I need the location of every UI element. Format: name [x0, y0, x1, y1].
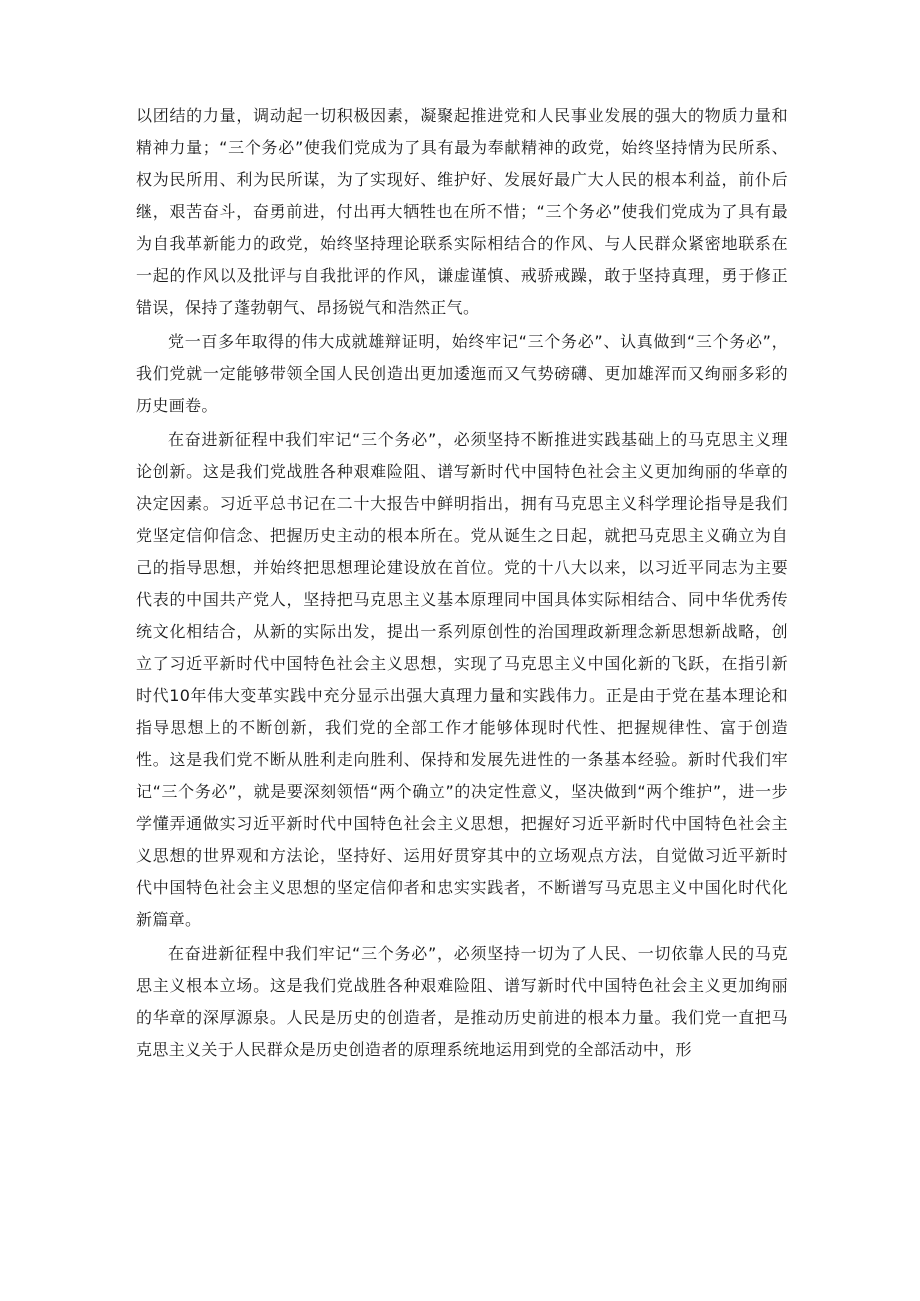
paragraph-1: 以团结的力量，调动起一切积极因素，凝聚起推进党和人民事业发展的强大的物质力量和精神力量；“三个务必”使我们党成为了具有最为奉献精神的政党，始终坚持情为民所系、权为民所用、利为民所谋，为了实现好、维护好、发展好最广大人民的根本利益，前仆后继，艰苦奋斗，奋勇前进，付出再大牺牲也在所不惜；“三个务必”使我们党成为了具有最为自我革新能力的政党，始终坚持理论联系实际相结合的作风、与人民群众紧密地联系在一起的作风以及批评与自我批评的作风，谦虚谨慎、戒骄戒躁，敢于坚持真理，勇于修正错误，保持了蓬勃朝气、昂扬锐气和浩然正气。	[136, 106, 788, 317]
document-body	[136, 100, 788, 1066]
paragraph-2: 党一百多年取得的伟大成就雄辩证明，始终牢记“三个务必”、认真做到“三个务必”，我们党就一定能够带领全国人民创造出更加逶迤而又气势磅礴、更加雄浑而又绚丽多彩的历史画卷。	[136, 332, 788, 415]
paragraph-4: 在奋进新征程中我们牢记“三个务必”，必须坚持一切为了人民、一切依靠人民的马克思主义根本立场。这是我们党战胜各种艰难险阻、谱写新时代中国特色社会主义更加绚丽的华章的深厚源泉。人民是历史的创造者，是推动历史前进的根本力量。我们党一直把马克思主义关于人民群众是历史创造者的原理系统地运用到党的全部活动中，形	[136, 944, 788, 1059]
paragraph-3: 在奋进新征程中我们牢记“三个务必”，必须坚持不断推进实践基础上的马克思主义理论创新。这是我们党战胜各种艰难险阻、谱写新时代中国特色社会主义更加绚丽的华章的决定因素。习近平总书记在二十大报告中鲜明指出，拥有马克思主义科学理论指导是我们党坚定信仰信念、把握历史主动的根本所在。党从诞生之日起，就把马克思主义确立为自己的指导思想，并始终把思想理论建设放在首位。党的十八大以来，以习近平同志为主要代表的中国共产党人，坚持把马克思主义基本原理同中国具体实际相结合、同中华优秀传统文化相结合，从新的实际出发，提出一系列原创性的治国理政新理念新思想新战略，创立了习近平新时代中国特色社会主义思想，实现了马克思主义中国化新的飞跃，在指引新时代10年伟大变革实践中充分显示出强大真理力量和实践伟力。正是由于党在基本理论和指导思想上的不断创新，我们党的全部工作才能够体现时代性、把握规律性、富于创造性。这是我们党不断从胜利走向胜利、保持和发展先进性的一条基本经验。新时代我们牢记“三个务必”，就是要深刻领悟“两个确立”的决定性意义，坚决做到“两个维护”，进一步学懂弄通做实习近平新时代中国特色社会主义思想，把握好习近平新时代中国特色社会主义思想的世界观和方法论，坚持好、运用好贯穿其中的立场观点方法，自觉做习近平新时代中国特色社会主义思想的坚定信仰者和忠实实践者，不断谱写马克思主义中国化时代化新篇章。	[136, 430, 788, 929]
